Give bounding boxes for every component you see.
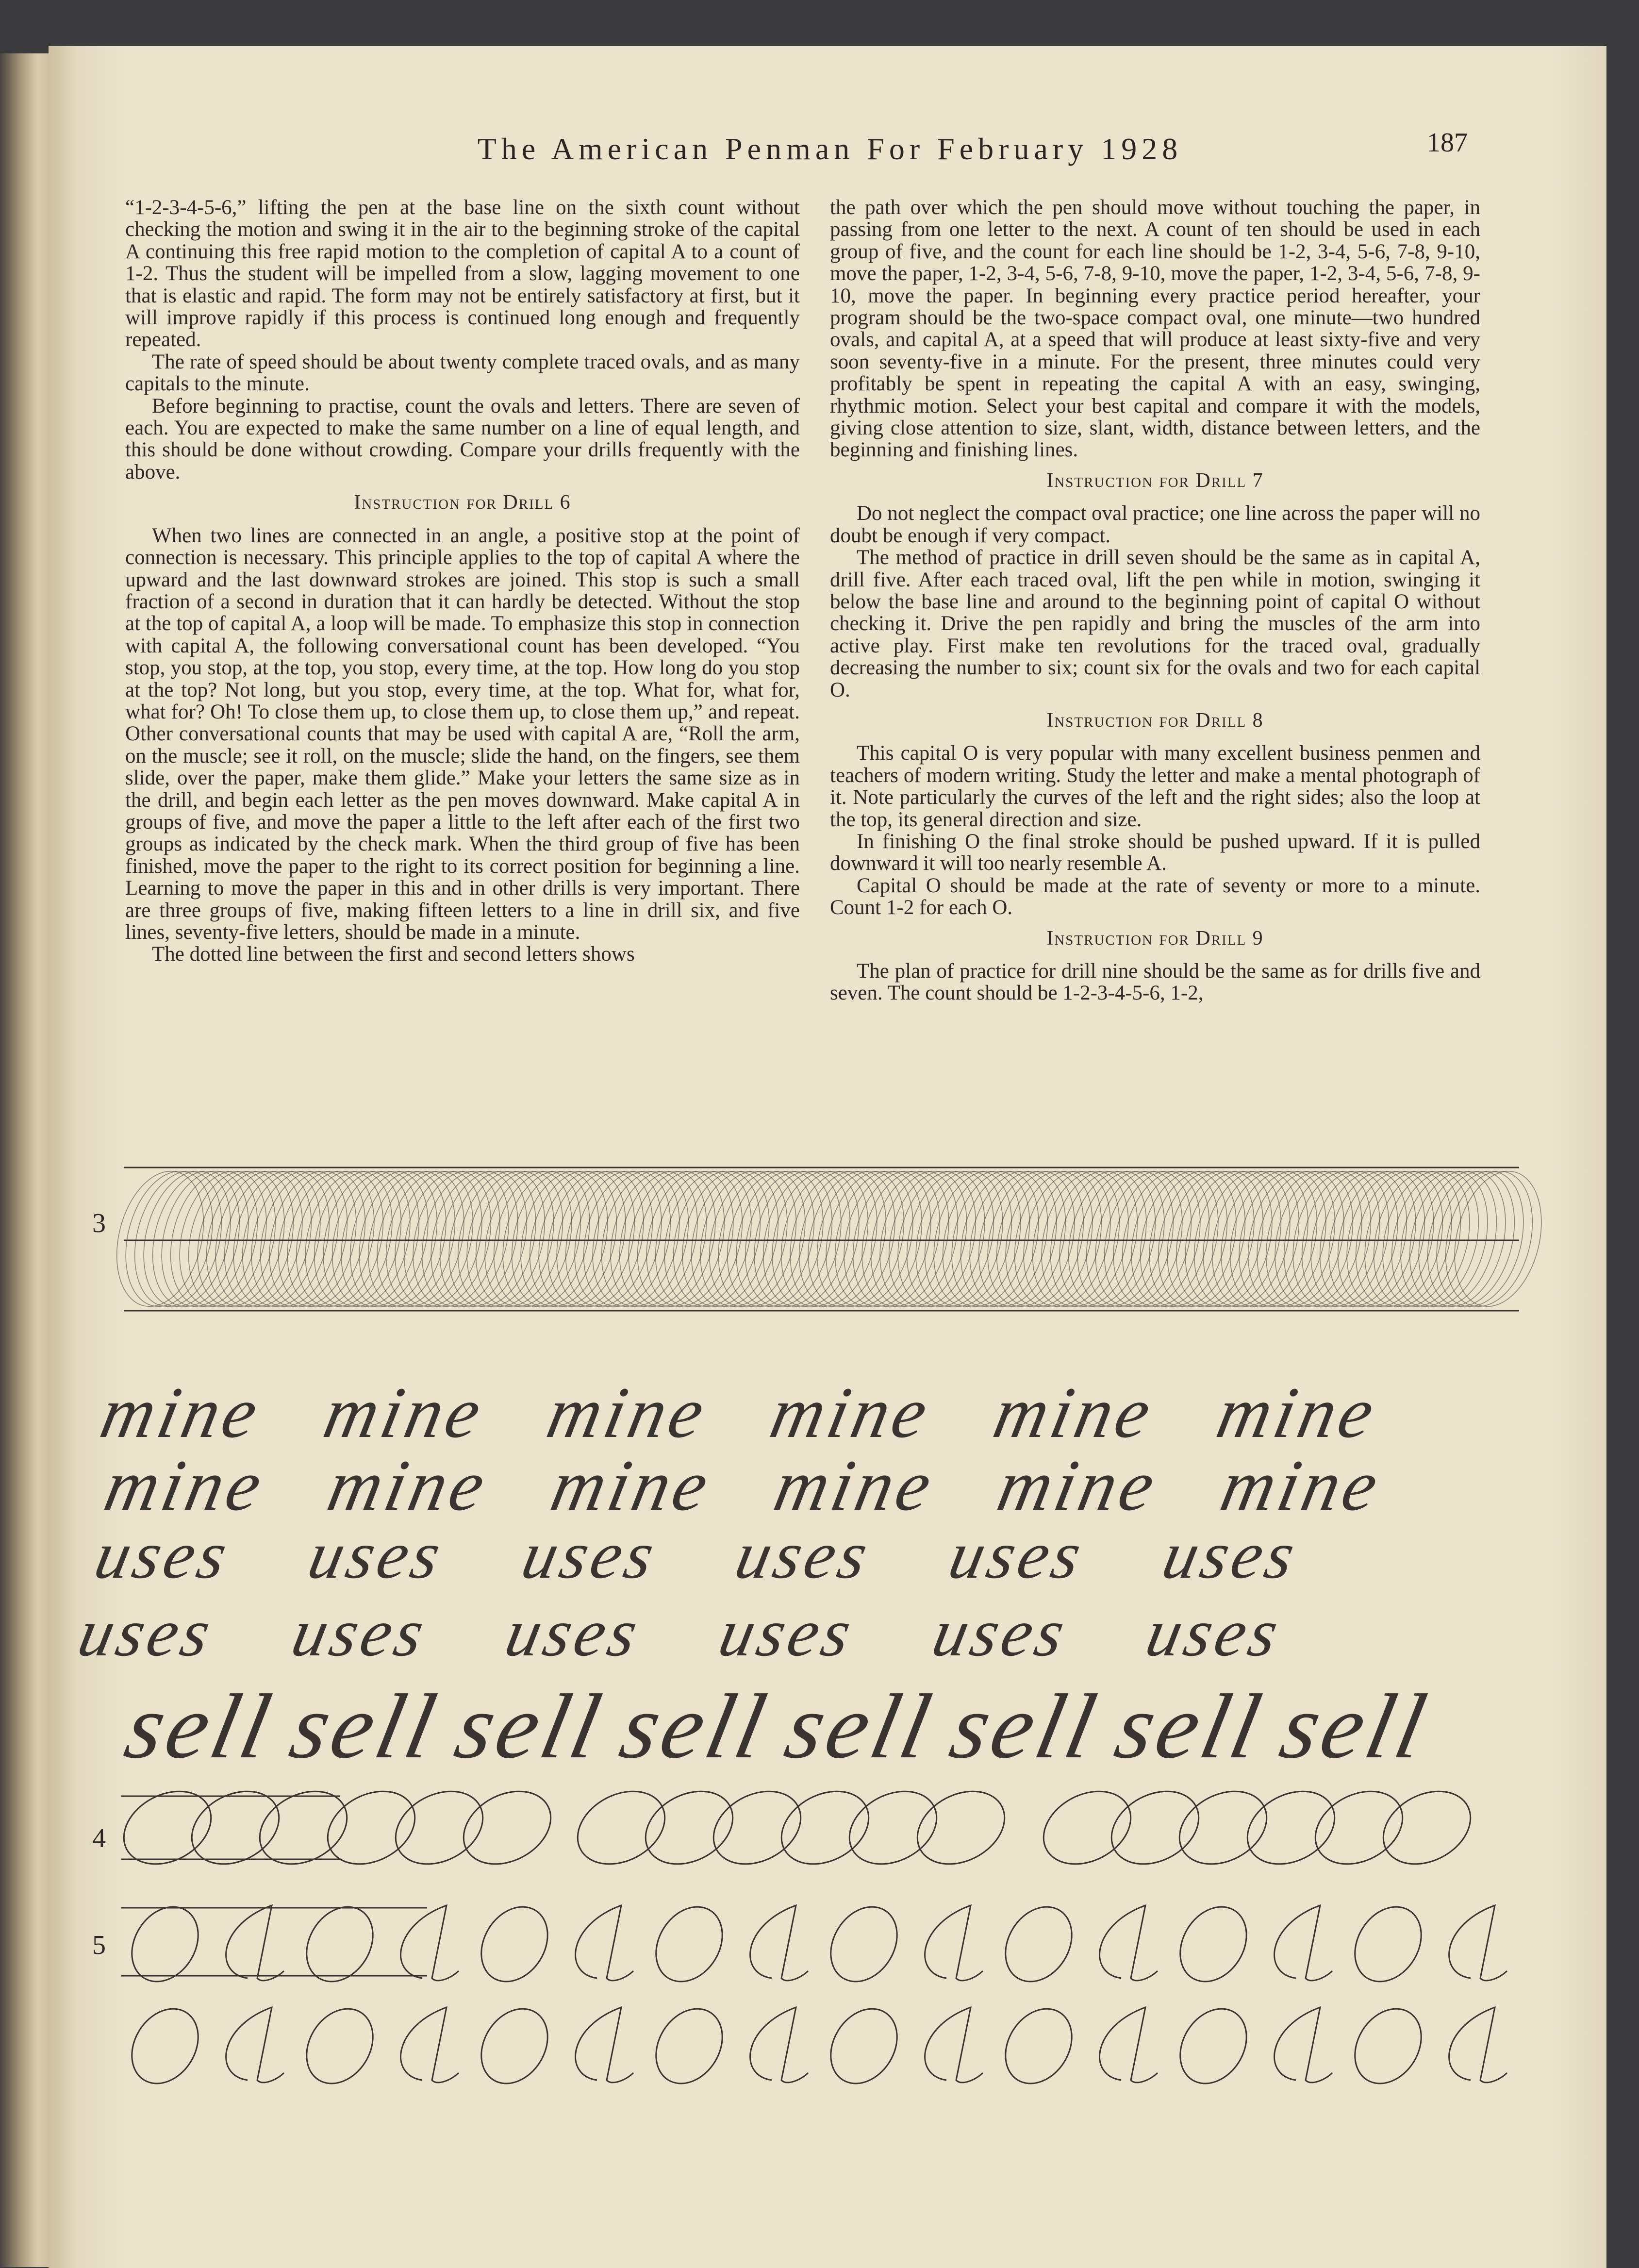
oval-stroke: [732, 1162, 845, 1316]
oval-stroke: [391, 1162, 504, 1316]
oval-stroke: [570, 1162, 684, 1316]
capital-o: [451, 1777, 563, 1878]
oval-stroke: [1253, 1162, 1366, 1316]
capital-o: [643, 1895, 736, 1994]
oval-stroke: [319, 1162, 432, 1316]
capital-o: [179, 1777, 292, 1878]
oval-stroke: [337, 1162, 450, 1316]
word-uses: uses: [1140, 1595, 1289, 1670]
oval-stroke: [310, 1162, 424, 1316]
oval-stroke: [1262, 1162, 1375, 1316]
word-mine: mine: [94, 1372, 268, 1453]
oval-stroke: [1154, 1162, 1268, 1316]
oval-stroke: [579, 1162, 693, 1316]
capital-o: [118, 1997, 212, 2096]
oval-stroke: [211, 1162, 325, 1316]
oval-stroke: [965, 1162, 1079, 1316]
capital-o: [565, 1777, 678, 1878]
word-mine: mine: [98, 1445, 272, 1526]
capital-o: [1341, 1997, 1435, 2096]
capital-o: [1341, 1895, 1435, 1994]
drill-label-5: 5: [92, 1930, 106, 1960]
oval-stroke: [364, 1162, 478, 1316]
capital-o: [1099, 1777, 1211, 1878]
capital-a-drill: [118, 1895, 1507, 2096]
word-mine: mine: [763, 1372, 938, 1453]
word-uses: uses: [72, 1595, 221, 1670]
oval-stroke: [1181, 1162, 1294, 1316]
oval-stroke: [741, 1162, 855, 1316]
capital-a: [750, 2007, 808, 2083]
oval-stroke: [1127, 1162, 1241, 1316]
oval-stroke: [1307, 1162, 1420, 1316]
capital-a: [576, 1905, 633, 1981]
capital-a: [401, 2007, 459, 2083]
capital-o: [992, 1895, 1085, 1994]
oval-stroke: [1280, 1162, 1393, 1316]
oval-stroke: [454, 1162, 567, 1316]
word-mine: mine: [545, 1445, 719, 1526]
oval-stroke: [1073, 1162, 1187, 1316]
oval-stroke: [615, 1162, 729, 1316]
paragraph: Do not neglect the compact oval practice; one line across the paper will no doubt be enough if very compact.: [830, 502, 1480, 547]
capital-o: [701, 1777, 813, 1878]
oval-stroke: [463, 1162, 576, 1316]
oval-stroke: [184, 1162, 298, 1316]
oval-stroke: [1324, 1162, 1438, 1316]
word-uses: uses: [88, 1517, 237, 1593]
capital-o: [1167, 1895, 1260, 1994]
oval-stroke: [1316, 1162, 1429, 1316]
oval-stroke: [714, 1162, 828, 1316]
oval-stroke: [247, 1162, 361, 1316]
oval-stroke: [750, 1162, 863, 1316]
oval-stroke: [903, 1162, 1016, 1316]
oval-stroke: [1352, 1162, 1465, 1316]
capital-o: [383, 1777, 496, 1878]
oval-stroke: [768, 1162, 881, 1316]
capital-a: [401, 1905, 459, 1981]
section-heading-drill-9: Instruction for Drill 9: [1046, 927, 1264, 950]
oval-stroke: [1118, 1162, 1232, 1316]
oval-stroke: [804, 1162, 917, 1316]
oval-stroke: [149, 1162, 262, 1316]
oval-stroke: [1001, 1162, 1115, 1316]
oval-stroke: [1136, 1162, 1250, 1316]
oval-stroke: [929, 1162, 1043, 1316]
oval-stroke: [1046, 1162, 1160, 1316]
oval-stroke: [885, 1162, 998, 1316]
oval-stroke: [1145, 1162, 1258, 1316]
oval-stroke: [382, 1162, 496, 1316]
word-mine: mine: [317, 1372, 492, 1453]
oval-stroke: [256, 1162, 370, 1316]
capital-o: [468, 1895, 561, 1994]
word-uses: uses: [285, 1595, 434, 1670]
capital-o: [837, 1777, 949, 1878]
oval-stroke: [292, 1162, 406, 1316]
word-sell: sell: [1107, 1675, 1273, 1778]
word-uses: uses: [926, 1595, 1075, 1670]
paragraph: “1-2-3-4-5-6,” lifting the pen at the base line on the sixth count without checking the motion and swing it in the air to the beginning stroke of the capital A continuing this free rapid motion to the completion of capital A to a count of 1-2. Thus the student will be impelled from a slow, lagging movement to one that is elastic and rapid. The form may not be entirely satisfactory at first, but it will improve rapidly if this process is continued long enough and frequently repeated.: [125, 196, 800, 351]
capital-o: [633, 1777, 745, 1878]
capital-o: [247, 1777, 360, 1878]
oval-stroke: [678, 1162, 792, 1316]
oval-stroke: [1226, 1162, 1340, 1316]
oval-stroke: [283, 1162, 397, 1316]
oval-stroke: [1370, 1162, 1483, 1316]
capital-a: [1449, 1905, 1507, 1981]
oval-stroke: [858, 1162, 971, 1316]
paragraph: the path over which the pen should move without touching the paper, in passing from one letter to the next. A count of ten should be used in each group of five, and the count for each line should be 1-2, 3-4, 5-6, 7-8, 9-10, move the paper, 1-2, 3-4, 5-6, 7-8, 9-10, move the paper, 1-2, 3-4, 5-6, 7-8, 9-10, move the paper. In beginning every practice period hereafter, your program should be the two-space compact oval, one minute—two hundred ovals, and capital A, at a speed that will produce at least sixty-five and very soon seventy-five in a minute. For the present, three minutes could very profitably be spent in repeating the capital A with an easy, swinging, rhythmic motion. Select your best capital and compare it with the models, giving close attention to size, slant, width, distance between letters, and the beginning and finishing lines.: [830, 196, 1480, 462]
capital-a: [226, 2007, 284, 2083]
oval-stroke: [921, 1162, 1034, 1316]
oval-stroke: [1082, 1162, 1196, 1316]
paragraph: In finishing O the final stroke should be pushed upward. If it is pulled downward it will too nearly resemble A.: [830, 830, 1480, 875]
oval-stroke: [723, 1162, 837, 1316]
oval-stroke: [642, 1162, 756, 1316]
oval-stroke: [840, 1162, 953, 1316]
oval-stroke: [867, 1162, 980, 1316]
oval-stroke: [588, 1162, 702, 1316]
oval-stroke: [121, 1162, 235, 1316]
oval-stroke: [911, 1162, 1025, 1316]
oval-stroke: [651, 1162, 765, 1316]
capital-o-drill: [111, 1777, 1483, 1878]
capital-a: [1100, 2007, 1158, 2083]
page-number: 187: [1427, 128, 1468, 158]
capital-o: [1031, 1777, 1143, 1878]
word-mine: mine: [321, 1445, 496, 1526]
word-drill-sell: [117, 1675, 1438, 1778]
word-mine: mine: [1214, 1445, 1389, 1526]
capital-a: [750, 1905, 808, 1981]
paragraph: This capital O is very popular with many excellent business penmen and teachers of modern writing. Study the letter and make a mental photograph of it. Note particularly the curves of the left and the right sides; also the loop at the top, its general direction and size.: [830, 742, 1480, 831]
oval-stroke: [436, 1162, 549, 1316]
oval-stroke: [669, 1162, 783, 1316]
oval-stroke: [624, 1162, 738, 1316]
oval-stroke: [238, 1162, 352, 1316]
capital-a: [226, 1905, 284, 1981]
oval-stroke: [1010, 1162, 1124, 1316]
oval-stroke: [1199, 1162, 1312, 1316]
capital-o: [1235, 1777, 1347, 1878]
oval-stroke: [1163, 1162, 1276, 1316]
oval-stroke: [328, 1162, 442, 1316]
capital-o: [769, 1777, 881, 1878]
oval-stroke: [131, 1162, 244, 1316]
capital-a: [576, 2007, 633, 2083]
paragraph: Capital O should be made at the rate of seventy or more to a minute. Count 1-2 for each O.: [830, 874, 1480, 919]
oval-stroke: [301, 1162, 414, 1316]
word-mine: mine: [991, 1445, 1165, 1526]
oval-stroke: [544, 1162, 657, 1316]
capital-o: [118, 1895, 212, 1994]
oval-stroke: [166, 1162, 280, 1316]
capital-a: [1100, 1905, 1158, 1981]
word-mine: mine: [987, 1372, 1161, 1453]
capital-a: [925, 2007, 983, 2083]
oval-stroke: [193, 1162, 307, 1316]
oval-stroke: [606, 1162, 720, 1316]
oval-stroke: [1091, 1162, 1205, 1316]
capital-a: [1275, 1905, 1332, 1981]
word-mine: mine: [1210, 1372, 1385, 1453]
oval-stroke: [1289, 1162, 1402, 1316]
oval-stroke: [849, 1162, 962, 1316]
oval-stroke: [1055, 1162, 1169, 1316]
oval-stroke: [696, 1162, 810, 1316]
word-uses: uses: [1156, 1517, 1305, 1593]
oval-stroke: [480, 1162, 594, 1316]
oval-stroke: [1414, 1162, 1528, 1316]
oval-stroke: [418, 1162, 531, 1316]
capital-o: [111, 1777, 224, 1878]
capital-o: [1167, 1777, 1279, 1878]
oval-stroke: [1334, 1162, 1447, 1316]
word-sell: sell: [447, 1675, 613, 1778]
paragraph: The rate of speed should be about twenty complete traced ovals, and as many capitals to the minute.: [125, 350, 800, 396]
oval-stroke: [1235, 1162, 1348, 1316]
section-heading-drill-8: Instruction for Drill 8: [1046, 709, 1264, 732]
oval-stroke: [274, 1162, 388, 1316]
oval-stroke: [813, 1162, 927, 1316]
oval-stroke: [993, 1162, 1106, 1316]
oval-stroke: [1342, 1162, 1456, 1316]
section-heading-drill-6: Instruction for Drill 6: [354, 491, 571, 514]
oval-stroke: [562, 1162, 675, 1316]
oval-stroke: [113, 1162, 226, 1316]
oval-stroke: [1388, 1162, 1501, 1316]
oval-stroke: [490, 1162, 603, 1316]
running-header: The American Penman For February 1928: [477, 132, 1183, 166]
paragraph: Before beginning to practise, count the ovals and letters. There are seven of each. You are expected to make the same number on a line of equal length, and this should be done without crowding. Compare your drills frequently with the above.: [125, 394, 800, 484]
oval-stroke: [822, 1162, 935, 1316]
oval-stroke: [427, 1162, 540, 1316]
capital-a: [925, 1905, 983, 1981]
word-sell: sell: [942, 1675, 1108, 1778]
oval-stroke: [1172, 1162, 1286, 1316]
oval-stroke: [1424, 1162, 1537, 1316]
oval-stroke: [1378, 1162, 1492, 1316]
word-sell: sell: [777, 1675, 943, 1778]
oval-stroke: [1271, 1162, 1384, 1316]
oval-stroke: [957, 1162, 1070, 1316]
oval-stroke: [1396, 1162, 1510, 1316]
oval-stroke: [175, 1162, 289, 1316]
capital-o: [1303, 1777, 1415, 1878]
oval-stroke: [526, 1162, 639, 1316]
capital-o: [1167, 1997, 1260, 2096]
oval-stroke: [1298, 1162, 1411, 1316]
oval-stroke: [831, 1162, 944, 1316]
capital-o: [468, 1997, 561, 2096]
oval-stroke: [552, 1162, 666, 1316]
capital-o: [1371, 1777, 1483, 1878]
word-sell: sell: [282, 1675, 448, 1778]
oval-stroke: [409, 1162, 522, 1316]
word-sell: sell: [612, 1675, 778, 1778]
oval-stroke: [1441, 1162, 1555, 1316]
oval-stroke: [759, 1162, 873, 1316]
paragraph: The dotted line between the first and second letters shows: [152, 943, 635, 966]
capital-a: [1449, 2007, 1507, 2083]
oval-stroke: [103, 1162, 217, 1316]
oval-stroke: [894, 1162, 1007, 1316]
capital-o: [817, 1997, 911, 2096]
paragraph: When two lines are connected in an angle, a positive stop at the point of connection is necessary. This principle applies to the top of capital A where the upward and the last downward strokes are joined. This stop is such a small fraction of a second in duration that it can hardly be detected. Without the stop at the top of capital A, a loop will be made. To emphasize this stop in connection with capital A, the following conversational count has been developed. “You stop, you stop, at the top, you stop, every time, at the top. How long do you stop at the top? Not long, but you stop, every time, at the top. What for, what for, what for? Oh! To close them up, to close them up, to close them up,” and repeat. Other conversational counts that may be used with capital A are, “Roll the arm, on the muscle; see it roll, on the muscle; slide the hand, on the fingers, see them slide, over the paper, make them glide.” Make your letters the same size as in the drill, and begin each letter as the pen moves downward. Make capital A in groups of five, and move the paper a little to the left after each of the first two groups as indicated by the check mark. When the third group of five has been finished, move the paper to the right to its correct position for beginning a line. Learning to move the paper in this and in other drills is very important. There are three groups of five, making fifteen letters to a line in drill six, and five lines, seventy-five letters, should be made in a minute.: [125, 524, 800, 944]
capital-o: [817, 1895, 911, 1994]
oval-stroke: [220, 1162, 334, 1316]
oval-stroke: [660, 1162, 774, 1316]
capital-o: [643, 1997, 736, 2096]
word-uses: uses: [302, 1517, 451, 1593]
oval-stroke: [777, 1162, 891, 1316]
oval-stroke: [705, 1162, 819, 1316]
oval-stroke: [1028, 1162, 1142, 1316]
word-drill-uses: [72, 1517, 1305, 1670]
oval-stroke: [139, 1162, 253, 1316]
capital-o: [293, 1997, 386, 2096]
oval-stroke: [373, 1162, 486, 1316]
word-uses: uses: [729, 1517, 878, 1593]
oval-stroke: [229, 1162, 343, 1316]
oval-stroke: [786, 1162, 899, 1316]
word-uses: uses: [712, 1595, 861, 1670]
oval-stroke: [400, 1162, 513, 1316]
oval-stroke: [1244, 1162, 1358, 1316]
word-mine: mine: [768, 1445, 942, 1526]
drill-label-3: 3: [92, 1208, 106, 1238]
oval-stroke: [516, 1162, 630, 1316]
oval-stroke: [1190, 1162, 1304, 1316]
oval-stroke: [157, 1162, 271, 1316]
oval-stroke: [1019, 1162, 1133, 1316]
oval-stroke: [355, 1162, 468, 1316]
drill-label-4: 4: [92, 1823, 106, 1853]
capital-o: [992, 1997, 1085, 2096]
oval-stroke: [445, 1162, 558, 1316]
capital-o: [905, 1777, 1017, 1878]
oval-stroke: [1360, 1162, 1474, 1316]
word-uses: uses: [515, 1517, 664, 1593]
capital-o: [315, 1777, 428, 1878]
oval-stroke: [975, 1162, 1088, 1316]
oval-stroke: [534, 1162, 648, 1316]
oval-stroke: [1432, 1162, 1546, 1316]
oval-stroke: [939, 1162, 1052, 1316]
word-drill-mine: [94, 1372, 1389, 1525]
oval-stroke: [1100, 1162, 1214, 1316]
oval-stroke: [597, 1162, 711, 1316]
capital-o: [293, 1895, 386, 1994]
oval-stroke: [265, 1162, 379, 1316]
oval-stroke: [947, 1162, 1061, 1316]
oval-stroke: [876, 1162, 989, 1316]
word-mine: mine: [540, 1372, 715, 1453]
paragraph: The plan of practice for drill nine should be the same as for drills five and seven. The count should be 1-2-3-4-5-6, 1-2,: [830, 960, 1480, 1005]
word-sell: sell: [1272, 1675, 1438, 1778]
word-uses: uses: [943, 1517, 1092, 1593]
oval-stroke: [983, 1162, 1097, 1316]
oval-stroke: [1208, 1162, 1322, 1316]
section-heading-drill-7: Instruction for Drill 7: [1046, 469, 1264, 492]
paragraph: The method of practice in drill seven should be the same as in capital A, drill five. After each traced oval, lift the pen while in motion, swinging it below the base line and around to the beginning point of capital O without checking it. Drive the pen rapidly and bring the muscles of the arm into active play. First make ten revolutions for the traced oval, gradually decreasing the number to six; count six for the ovals and two for each capital O.: [830, 546, 1480, 701]
oval-stroke: [346, 1162, 460, 1316]
oval-stroke: [202, 1162, 316, 1316]
word-sell: sell: [117, 1675, 283, 1778]
oval-stroke: [633, 1162, 747, 1316]
oval-stroke: [1217, 1162, 1330, 1316]
capital-a: [1275, 2007, 1332, 2083]
oval-stroke: [498, 1162, 612, 1316]
oval-stroke: [472, 1162, 585, 1316]
oval-stroke: [1037, 1162, 1151, 1316]
oval-stroke: [1064, 1162, 1178, 1316]
oval-stroke: [508, 1162, 621, 1316]
oval-stroke: [1109, 1162, 1223, 1316]
word-uses: uses: [499, 1595, 648, 1670]
oval-stroke: [1406, 1162, 1519, 1316]
oval-stroke: [795, 1162, 909, 1316]
oval-stroke: [687, 1162, 801, 1316]
compact-oval-drill: [103, 1162, 1555, 1316]
